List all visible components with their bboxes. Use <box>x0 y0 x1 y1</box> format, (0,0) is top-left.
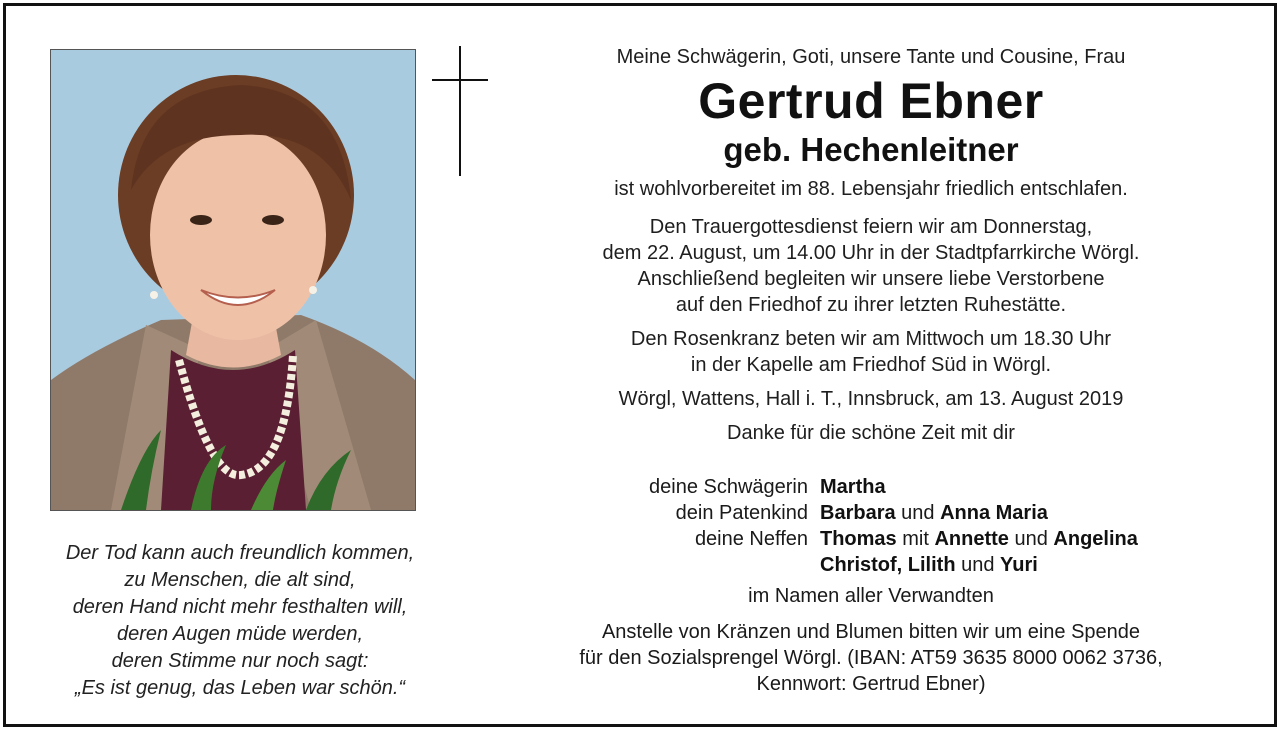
signature-role: dein Patenkind <box>675 502 808 524</box>
memorial-poem <box>20 540 460 702</box>
rosary-info <box>506 326 1236 378</box>
poem-line: „Es ist genug, das Leben war schön.“ <box>74 677 406 699</box>
maiden-name: geb. Hechenleitner <box>723 131 1019 168</box>
signature-names: Martha <box>820 476 886 498</box>
donation-request <box>506 619 1236 697</box>
funeral-line: Den Trauergottesdienst feiern wir am Donnerstag, <box>649 216 1093 238</box>
signature-role <box>546 552 820 578</box>
rosary-line: Den Rosenkranz beten wir am Mittwoch um 18.30 Uhr <box>630 328 1112 350</box>
announcement <box>506 44 1236 446</box>
signature-names: Thomas mit Annette und Angelina <box>820 528 1138 550</box>
cross-icon <box>430 46 490 182</box>
signature-row <box>546 526 1226 552</box>
poem-line: deren Augen müde werden, <box>116 623 364 645</box>
passing-line: ist wohlvorbereitet im 88. Lebensjahr friedlich entschlafen. <box>614 178 1128 200</box>
donation-line: Kennwort: Gertrud Ebner) <box>756 673 986 695</box>
funeral-line: dem 22. August, um 14.00 Uhr in der Stadtpfarrkirche Wörgl. <box>602 242 1140 264</box>
signature-names: Christof, Lilith und Yuri <box>820 554 1038 576</box>
behalf-line: im Namen aller Verwandten <box>748 585 994 607</box>
donation-line: für den Sozialsprengel Wörgl. (IBAN: AT59 3635 8000 0062 3736, <box>579 647 1163 669</box>
signature-row <box>546 474 1226 500</box>
donation-line: Anstelle von Kränzen und Blumen bitten wir um eine Spende <box>601 621 1141 643</box>
rosary-line: in der Kapelle am Friedhof Süd in Wörgl. <box>690 354 1052 376</box>
portrait-photo <box>50 49 416 511</box>
intro-line: Meine Schwägerin, Goti, unsere Tante und Cousine, Frau <box>616 46 1126 68</box>
signatures <box>546 474 1226 578</box>
deceased-name: Gertrud Ebner <box>698 73 1044 129</box>
signature-role: deine Schwägerin <box>649 476 808 498</box>
signature-row <box>546 552 1226 578</box>
obituary-frame <box>3 3 1277 727</box>
poem-line: zu Menschen, die alt sind, <box>124 569 356 591</box>
thanks-line: Danke für die schöne Zeit mit dir <box>727 422 1015 444</box>
signature-names: Barbara und Anna Maria <box>820 502 1048 524</box>
place-date: Wörgl, Wattens, Hall i. T., Innsbruck, am 13. August 2019 <box>618 388 1124 410</box>
poem-line: deren Hand nicht mehr festhalten will, <box>72 596 408 618</box>
funeral-info <box>506 214 1236 318</box>
signature-role: deine Neffen <box>694 528 808 550</box>
funeral-line: Anschließend begleiten wir unsere liebe Verstorbene <box>637 268 1105 290</box>
signature-row <box>546 500 1226 526</box>
poem-line: Der Tod kann auch freundlich kommen, <box>65 542 415 564</box>
poem-line: deren Stimme nur noch sagt: <box>111 650 369 672</box>
funeral-line: auf den Friedhof zu ihrer letzten Ruhestätte. <box>675 294 1067 316</box>
